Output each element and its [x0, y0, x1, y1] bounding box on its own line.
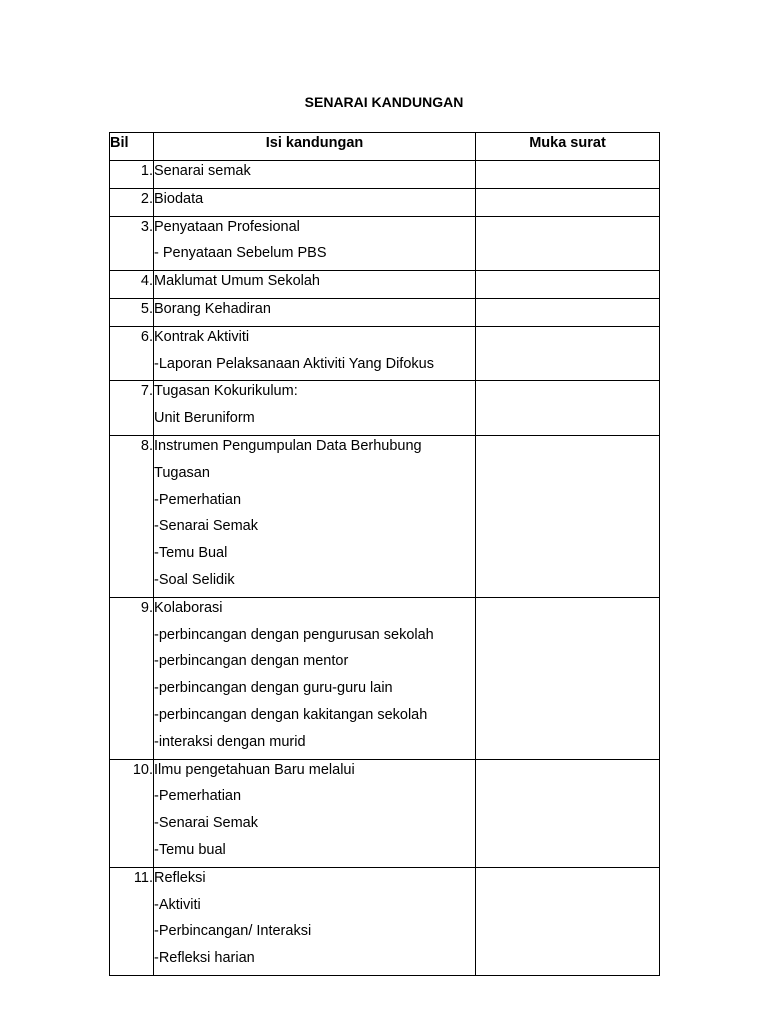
- content-line: -Pemerhatian: [154, 491, 242, 508]
- content-line: Refleksi: [154, 869, 206, 886]
- header-isi-kandungan: Isi kandungan: [154, 133, 476, 161]
- row-page-number: [476, 271, 660, 299]
- row-number: [110, 759, 154, 867]
- table-row: [110, 188, 660, 216]
- content-line: -Senarai Semak: [154, 518, 258, 535]
- content-line: Kontrak Aktiviti: [154, 328, 250, 345]
- content-line: -Soal Selidik: [154, 571, 235, 588]
- row-number-text: 3.: [140, 218, 153, 235]
- content-line: -perbincangan dengan kakitangan sekolah: [154, 706, 428, 723]
- content-line: Unit Beruniform: [154, 410, 255, 427]
- row-number-text: 1.: [140, 163, 153, 179]
- row-number: [110, 188, 154, 216]
- content-line: -Laporan Pelaksanaan Aktiviti Yang Difokus: [154, 355, 434, 372]
- row-content: [154, 759, 476, 867]
- row-number-text: 2.: [140, 190, 153, 207]
- row-page-number: [476, 867, 660, 975]
- row-number: [110, 867, 154, 975]
- table-row: [110, 298, 660, 326]
- row-number: [110, 435, 154, 597]
- table-row: [110, 759, 660, 867]
- content-line: -Perbincangan/ Interaksi: [154, 923, 312, 940]
- content-line: -perbincangan dengan mentor: [154, 653, 349, 670]
- content-line: Instrumen Pengumpulan Data Berhubung: [154, 437, 422, 454]
- row-number-text: 5.: [140, 300, 153, 317]
- table-header-row: [110, 133, 660, 161]
- content-line: Kolaborasi: [154, 599, 223, 616]
- table-row: [110, 326, 660, 381]
- table-body: [110, 161, 660, 976]
- contents-table: [109, 132, 660, 976]
- row-content: [154, 298, 476, 326]
- row-number: [110, 326, 154, 381]
- row-number: [110, 381, 154, 436]
- row-page-number: [476, 435, 660, 597]
- content-line: -Temu bual: [154, 841, 226, 858]
- row-number: [110, 161, 154, 189]
- content-line: Maklumat Umum Sekolah: [154, 273, 320, 290]
- table-row: [110, 597, 660, 759]
- content-line: - Penyataan Sebelum PBS: [154, 245, 327, 262]
- row-page-number: [476, 298, 660, 326]
- row-number-text: 7.: [140, 383, 153, 400]
- row-number: [110, 597, 154, 759]
- row-page-number: [476, 161, 660, 189]
- row-content: [154, 867, 476, 975]
- content-line: -Senarai Semak: [154, 815, 258, 832]
- header-bil: Bil: [110, 133, 154, 161]
- row-number: [110, 216, 154, 271]
- row-page-number: [476, 597, 660, 759]
- row-content: [154, 188, 476, 216]
- row-number-text: 10.: [132, 761, 153, 778]
- content-line: -Refleksi harian: [154, 950, 255, 967]
- table-row: [110, 271, 660, 299]
- content-line: -perbincangan dengan pengurusan sekolah: [154, 626, 434, 643]
- content-line: -Pemerhatian: [154, 788, 242, 805]
- table-row: [110, 867, 660, 975]
- row-number-text: 6.: [140, 328, 153, 345]
- row-page-number: [476, 188, 660, 216]
- content-line: -Temu Bual: [154, 545, 228, 562]
- content-line: Borang Kehadiran: [154, 300, 271, 317]
- row-page-number: [476, 326, 660, 381]
- row-page-number: [476, 216, 660, 271]
- table-row: [110, 161, 660, 189]
- row-content: [154, 597, 476, 759]
- row-content: [154, 326, 476, 381]
- row-content: [154, 271, 476, 299]
- row-number: [110, 271, 154, 299]
- content-line: Penyataan Profesional: [154, 218, 300, 235]
- content-line: -interaksi dengan murid: [154, 733, 306, 750]
- content-line: Biodata: [154, 190, 204, 207]
- row-content: [154, 161, 476, 189]
- table-row: [110, 216, 660, 271]
- header-muka-surat: Muka surat: [476, 133, 660, 161]
- row-number-text: 11.: [133, 869, 153, 886]
- content-line: Tugasan Kokurikulum:: [154, 383, 298, 400]
- row-number-text: 9.: [140, 599, 153, 616]
- content-line: -Aktiviti: [154, 896, 201, 913]
- row-number-text: 8.: [140, 437, 153, 454]
- table-row: [110, 435, 660, 597]
- row-page-number: [476, 759, 660, 867]
- content-line: -perbincangan dengan guru-guru lain: [154, 680, 393, 697]
- row-number-text: 4.: [140, 273, 153, 290]
- row-content: [154, 435, 476, 597]
- page-title: SENARAI KANDUNGAN: [304, 94, 464, 110]
- content-line: Senarai semak: [154, 163, 251, 179]
- row-content: [154, 216, 476, 271]
- table-row: [110, 381, 660, 436]
- content-line: Tugasan: [154, 464, 210, 481]
- row-number: [110, 298, 154, 326]
- row-content: [154, 381, 476, 436]
- row-page-number: [476, 381, 660, 436]
- content-line: Ilmu pengetahuan Baru melalui: [154, 761, 355, 778]
